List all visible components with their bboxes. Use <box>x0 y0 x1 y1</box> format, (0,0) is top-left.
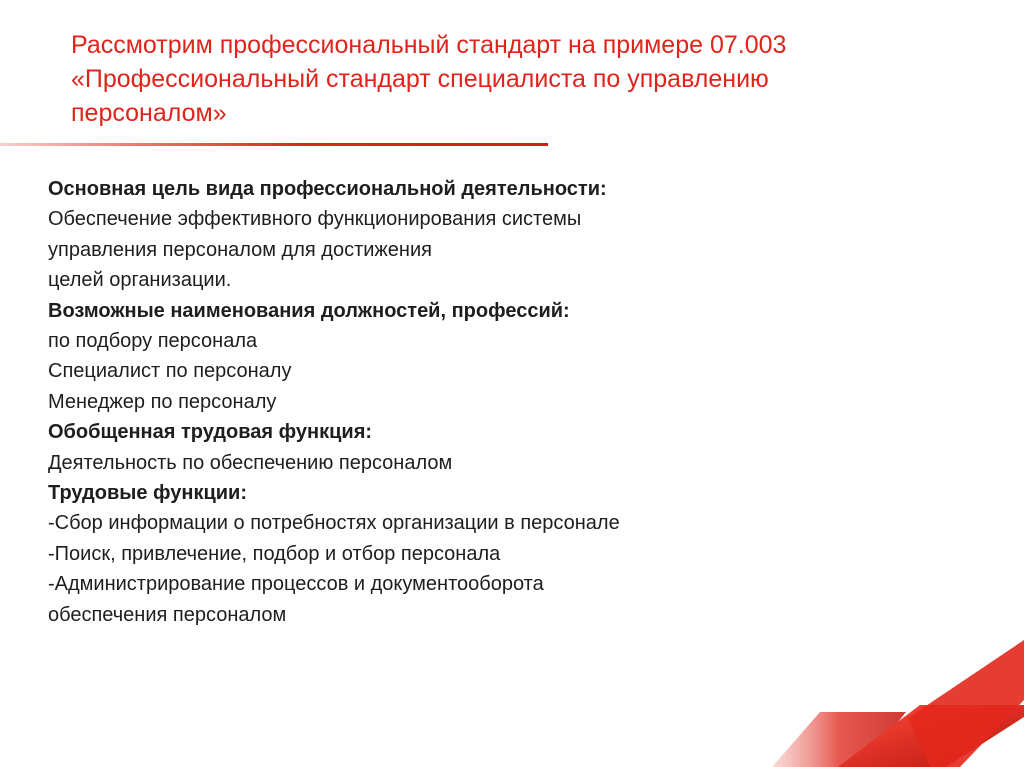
body-line: -Поиск, привлечение, подбор и отбор персонала <box>48 542 501 565</box>
title-underline-divider <box>0 143 548 146</box>
body-line: Обеспечение эффективного функционирования системы <box>48 208 582 231</box>
body-line: Менеджер по персоналу <box>48 390 277 413</box>
body-line: обеспечения персоналом <box>48 603 287 626</box>
slide-title-line: персоналом» <box>71 99 227 127</box>
body-line: Возможные наименования должностей, профессий: <box>48 299 570 322</box>
ribbon-band-main <box>838 705 1024 767</box>
body-line: Трудовые функции: <box>48 482 247 505</box>
ribbon-band-fold <box>908 640 1024 767</box>
body-line: Основная цель вида профессиональной деятельности: <box>48 178 607 200</box>
slide-title-line: Рассмотрим профессиональный стандарт на примере 07.003 <box>71 31 787 59</box>
body-line: по подбору персонала <box>48 330 258 353</box>
body-line: -Сбор информации о потребностях организации в персонале <box>48 512 620 535</box>
slide-title <box>71 28 951 130</box>
slide-body <box>48 174 948 630</box>
slide-title-line: «Профессиональный стандарт специалиста по управлению <box>71 65 769 93</box>
body-line: -Администрирование процессов и документооборота <box>48 573 544 596</box>
ribbon-band-light <box>772 712 906 767</box>
body-line: управления персоналом для достижения <box>48 238 432 261</box>
body-line: целей организации. <box>48 269 232 292</box>
body-line: Специалист по персоналу <box>48 360 292 383</box>
body-line: Обобщенная трудовая функция: <box>48 421 373 444</box>
body-line: Деятельность по обеспечению персоналом <box>48 451 453 474</box>
